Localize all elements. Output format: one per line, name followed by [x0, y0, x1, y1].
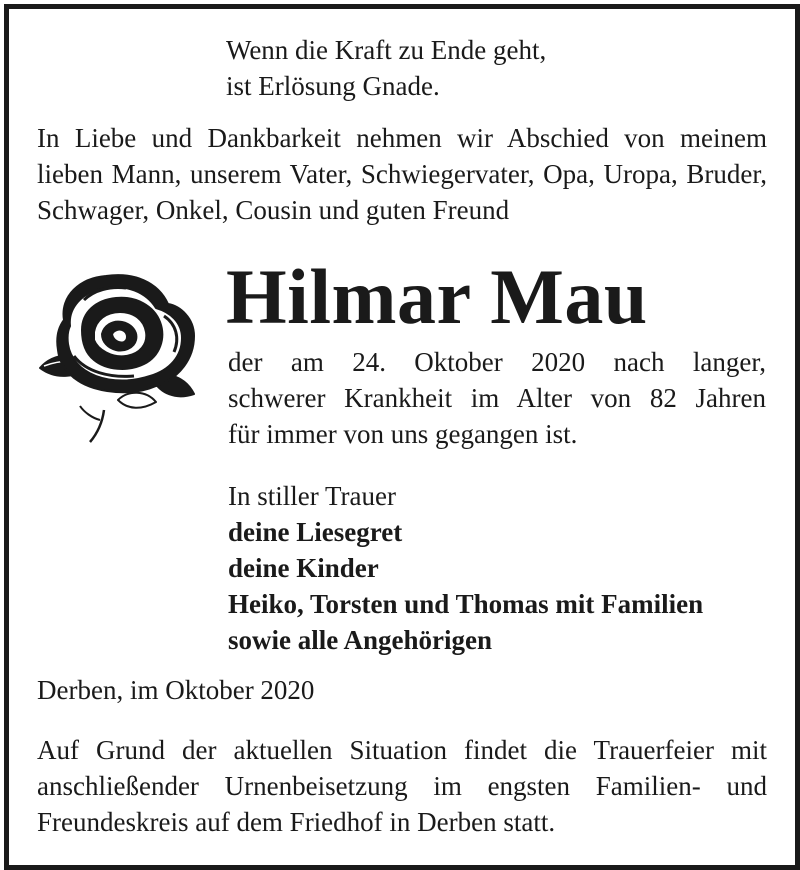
mourners-block	[228, 478, 703, 658]
death-notice	[228, 344, 766, 452]
intro-text: In Liebe und Dankbarkeit nehmen wir Abschied von meinem lieben Mann, unserem Vater, Schwiegervater, Opa, Uropa, Bruder, Schwager, Onkel, Cousin und guten Freund	[37, 123, 767, 225]
mourner-children: deine Kinder	[228, 553, 379, 583]
mourner-relatives: sowie alle Angehörigen	[228, 625, 492, 655]
mourner-spouse: deine Liesegret	[228, 517, 403, 547]
rose-icon	[34, 260, 204, 445]
verse	[226, 32, 546, 104]
funeral-notice-line-2: anschließender Urnenbeisetzung im engsten Familien- und	[37, 771, 767, 801]
verse-line-1: Wenn die Kraft zu Ende geht,	[226, 35, 547, 65]
funeral-notice-line-3: Freundeskreis auf dem Friedhof in Derben statt.	[37, 807, 556, 837]
deceased-name: Hilmar Mau	[226, 253, 648, 340]
death-notice-line-3: für immer von uns gegangen ist.	[228, 419, 578, 449]
mourners-heading: In stiller Trauer	[228, 481, 396, 511]
funeral-notice-line-1: Auf Grund der aktuellen Situation findet die Trauerfeier mit	[37, 735, 767, 765]
death-notice-line-2: schwerer Krankheit im Alter von 82 Jahren	[228, 383, 766, 413]
death-notice-line-1: der am 24. Oktober 2020 nach langer,	[228, 347, 766, 377]
funeral-notice	[37, 732, 767, 840]
verse-line-2: ist Erlösung Gnade.	[226, 71, 440, 101]
mourner-grandchildren: Heiko, Torsten und Thomas mit Familien	[228, 589, 704, 619]
place-date: Derben, im Oktober 2020	[37, 675, 315, 705]
